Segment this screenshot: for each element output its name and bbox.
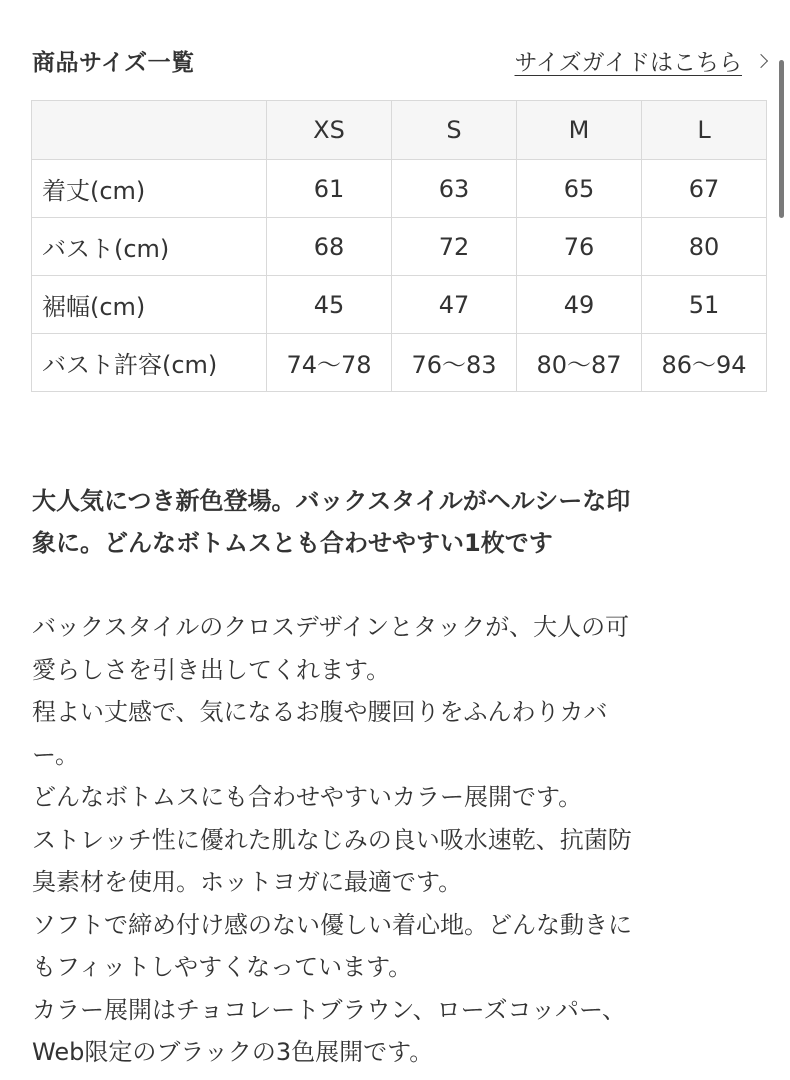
table-row	[32, 334, 767, 392]
table-cell: 67	[642, 160, 767, 218]
table-row	[32, 276, 767, 334]
size-table	[31, 100, 767, 392]
chevron-right-icon[interactable]	[754, 53, 768, 67]
table-cell: 68	[267, 218, 392, 276]
size-guide-link[interactable]	[515, 44, 766, 77]
description-lead	[32, 480, 752, 564]
column-header-xs: XS	[267, 101, 392, 160]
row-label: バスト(cm)	[32, 218, 267, 276]
body-line: どんなボトムスにも合わせやすいカラー展開です。	[32, 783, 583, 811]
body-line: Web限定のブラックの3色展開です。	[32, 1038, 434, 1066]
body-line: カラー展開はチョコレートブラウン、ローズコッパー、	[32, 995, 626, 1024]
column-header-l: L	[642, 101, 767, 160]
description-body	[32, 606, 752, 1074]
body-line: ソフトで締め付け感のない優しい着心地。どんな動きに	[32, 910, 632, 939]
table-cell: 76	[517, 218, 642, 276]
table-cell: 47	[392, 276, 517, 334]
table-corner-cell	[32, 101, 267, 160]
body-line: もフィットしやすくなっています。	[32, 953, 413, 981]
table-row	[32, 160, 767, 218]
body-line: 臭素材を使用。ホットヨガに最適です。	[32, 868, 463, 896]
table-cell: 45	[267, 276, 392, 334]
column-header-s: S	[392, 101, 517, 160]
body-line: ストレッチ性に優れた肌なじみの良い吸水速乾、抗菌防	[32, 825, 632, 854]
table-cell: 49	[517, 276, 642, 334]
table-cell: 72	[392, 218, 517, 276]
scrollbar-thumb[interactable]	[779, 60, 784, 218]
table-cell: 65	[517, 160, 642, 218]
body-line: ー。	[32, 740, 80, 769]
table-cell: 74〜78	[267, 334, 392, 392]
body-line: 愛らしさを引き出してくれます。	[32, 655, 391, 684]
table-header-row	[32, 101, 767, 160]
table-cell: 80	[642, 218, 767, 276]
row-label: 裾幅(cm)	[32, 276, 267, 334]
column-header-m: M	[517, 101, 642, 160]
row-label: 着丈(cm)	[32, 160, 267, 218]
table-cell: 86〜94	[642, 334, 767, 392]
table-cell: 61	[267, 160, 392, 218]
lead-line: 大人気につき新色登場。バックスタイルがヘルシーな印	[32, 487, 631, 515]
section-title: 商品サイズ一覧	[32, 50, 195, 76]
lead-line: 象に。どんなボトムスとも合わせやすい1枚です	[32, 529, 553, 557]
body-line: バックスタイルのクロスデザインとタックが、大人の可	[32, 613, 630, 641]
row-label: バスト許容(cm)	[32, 334, 267, 392]
body-line: 程よい丈感で、気になるお腹や腰回りをふんわりカバ	[32, 698, 608, 726]
table-cell: 80〜87	[517, 334, 642, 392]
table-cell: 51	[642, 276, 767, 334]
size-list-header	[32, 42, 766, 78]
table-cell: 63	[392, 160, 517, 218]
table-cell: 76〜83	[392, 334, 517, 392]
size-guide-link-label[interactable]: サイズガイドはこちら	[514, 50, 742, 76]
table-row	[32, 218, 767, 276]
